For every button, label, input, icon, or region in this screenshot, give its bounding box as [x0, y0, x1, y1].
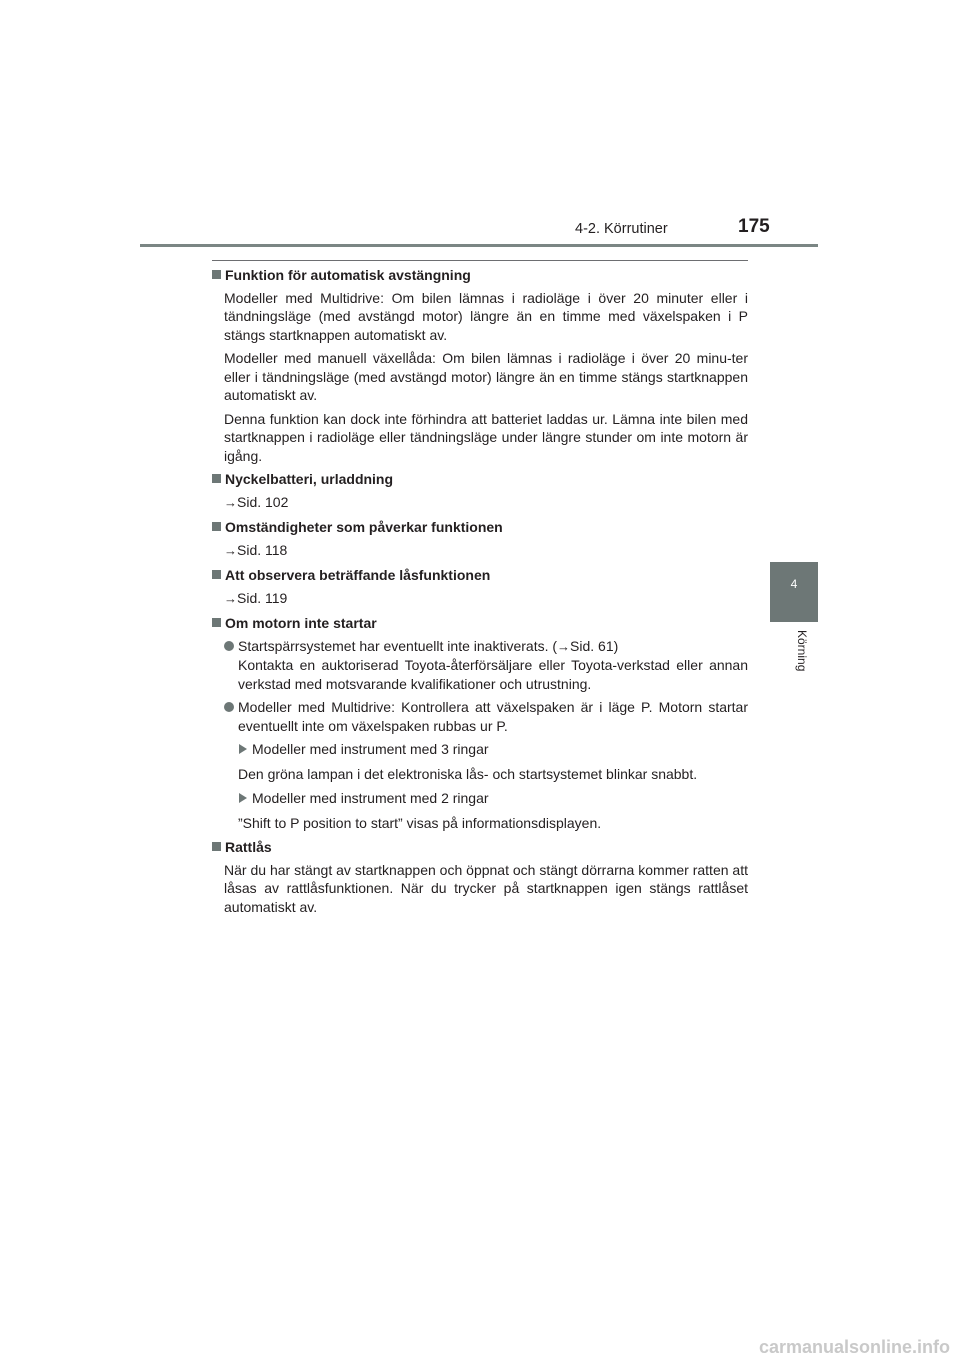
arrow-icon: →: [224, 494, 237, 510]
list-item: Modeller med Multidrive: Kontrollera att växelspaken är i läge P. Motorn startar eventuellt inte om växelspaken rubbas ur P.: [212, 698, 748, 735]
heading-conditions: Omständigheter som påverkar funktionen: [212, 518, 748, 537]
square-bullet-icon: [212, 474, 221, 483]
heading-steering-lock: Rattlås: [212, 838, 748, 857]
paragraph: Modeller med Multidrive: Om bilen lämnas i radioläge i över 20 minuter eller i tändningsläge (med avstängd motor) längre än en timme med växelspaken i P stängs startknappen automatiskt av.: [224, 289, 748, 343]
heading-key-battery: Nyckelbatteri, urladdning: [212, 470, 748, 489]
circle-bullet-icon: [224, 641, 234, 651]
circle-bullet-icon: [224, 702, 234, 712]
page-reference[interactable]: →Sid. 118: [224, 541, 288, 558]
triangle-bullet-icon: [239, 744, 247, 754]
chapter-tab: 4: [770, 562, 818, 622]
sub-heading: Modeller med instrument med 2 ringar: [238, 789, 748, 808]
arrow-icon: →: [557, 638, 571, 654]
paragraph: Modeller med manuell växellåda: Om bilen lämnas i radioläge i över 20 minu-ter eller i tändningsläge (med avstängd motor) längre än en timme stängs startknappen automatiskt av.: [224, 350, 748, 403]
page-number: 175: [738, 216, 770, 237]
watermark: carmanualsonline.info: [758, 1337, 950, 1357]
paragraph: Den gröna lampan i det elektroniska lås- och startsystemet blinkar snabbt.: [238, 765, 698, 782]
paragraph: När du har stängt av startknappen och öppnat och stängt dörrarna kommer ratten att låsas av rattlåsfunktionen. När du trycker på startknappen igen stängs rattlåset automatiskt av.: [224, 861, 748, 915]
content-rule: [212, 260, 748, 261]
page-reference[interactable]: →Sid. 102: [224, 493, 289, 510]
page-reference[interactable]: →Sid. 119: [224, 589, 288, 606]
page-content: [212, 266, 748, 921]
chapter-tab-label: Körning: [795, 630, 809, 672]
heading-auto-off: Funktion för automatisk avstängning: [212, 266, 748, 285]
sub-heading: Modeller med instrument med 3 ringar: [238, 740, 748, 759]
square-bullet-icon: [212, 522, 221, 531]
arrow-icon: →: [224, 590, 237, 606]
page-reference[interactable]: Sid. 61): [570, 637, 619, 654]
heading-engine-no-start: Om motorn inte startar: [212, 614, 748, 633]
triangle-bullet-icon: [239, 793, 247, 803]
square-bullet-icon: [212, 618, 221, 627]
square-bullet-icon: [212, 270, 221, 279]
header-rule: [140, 244, 818, 247]
heading-lock-notes: Att observera beträffande låsfunktionen: [212, 566, 748, 585]
square-bullet-icon: [212, 570, 221, 579]
section-title: 4-2. Körrutiner: [575, 221, 668, 237]
list-item: Startspärrsystemet har eventuellt inte inaktiverats. (→Sid. 61) Kontakta en auktoriserad Toyota-återförsäljare eller Toyota-verkstad eller annan verkstad med motsvarande kvalifikationer och utrustning.: [212, 637, 748, 694]
square-bullet-icon: [212, 842, 221, 851]
arrow-icon: →: [224, 542, 237, 558]
paragraph: ”Shift to P position to start” visas på informationsdisplayen.: [238, 814, 602, 831]
paragraph: Denna funktion kan dock inte förhindra att batteriet laddas ur. Lämna inte bilen med startknappen i radioläge eller tändningsläge under längre stunder om inte motorn är igång.: [224, 410, 748, 464]
